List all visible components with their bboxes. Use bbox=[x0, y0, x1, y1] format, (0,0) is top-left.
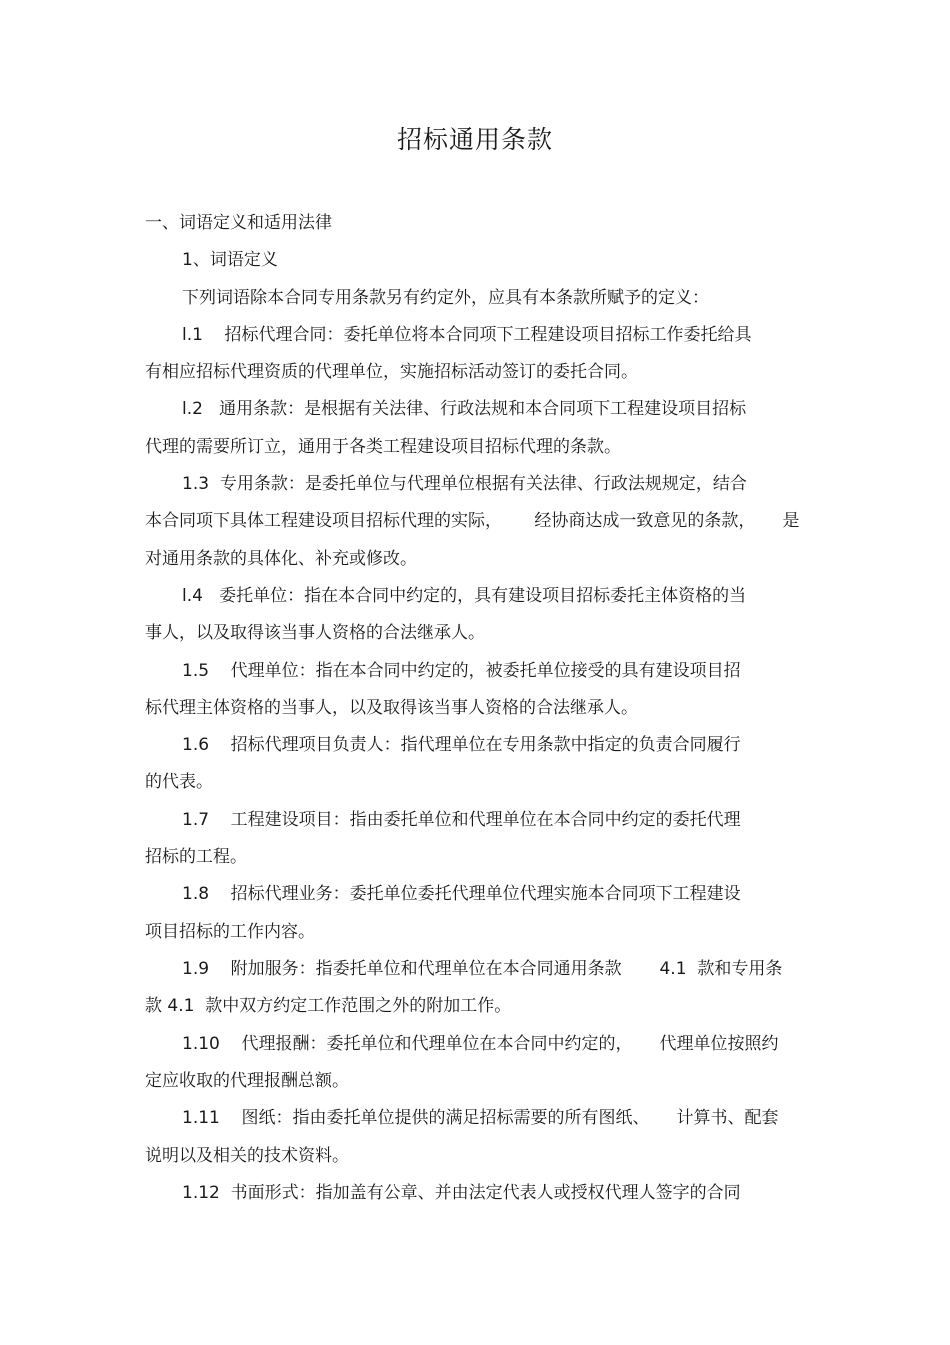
clause-1-8-line: 项目招标的工作内容。 bbox=[145, 922, 315, 942]
section-heading: 一、词语定义和适用法律 bbox=[145, 213, 332, 233]
clause-1-2-line: 代理的需要所订立，通用于各类工程建设项目招标代理的条款。 bbox=[145, 437, 621, 457]
paragraph-line: 下列词语除本合同专用条款另有约定外，应具有本条款所赋予的定义： bbox=[182, 288, 709, 308]
clause-1-2-line: l.2 通用条款：是根据有关法律、行政法规和本合同项下工程建设项目招标 bbox=[182, 399, 747, 419]
clause-1-3-line: 1.3 专用条款：是委托单位与代理单位根据有关法律、行政法规规定，结合 bbox=[182, 474, 747, 494]
clause-1-9-line: 款 4.1 款中双方约定工作范围之外的附加工作。 bbox=[145, 996, 512, 1016]
clause-1-1-line: l.1 招标代理合同：委托单位将本合同项下工程建设项目招标工作委托给具 bbox=[182, 325, 752, 345]
clause-1-4-line: 事人，以及取得该当事人资格的合法继承人。 bbox=[145, 623, 485, 643]
clause-1-12-line: 1.12 书面形式：指加盖有公章、并由法定代表人或授权代理人签字的合同 bbox=[182, 1183, 741, 1203]
clause-1-7-line: 1.7 工程建设项目：指由委托单位和代理单位在本合同中约定的委托代理 bbox=[182, 810, 741, 830]
clause-1-5-line: 1.5 代理单位：指在本合同中约定的，被委托单位接受的具有建设项目招 bbox=[182, 661, 741, 681]
clause-1-10-line: 定应收取的代理报酬总额。 bbox=[145, 1071, 349, 1091]
clause-1-4-line: l.4 委托单位：指在本合同中约定的，具有建设项目招标委托主体资格的当 bbox=[182, 586, 747, 606]
document-title: 招标通用条款 bbox=[396, 125, 553, 154]
clause-1-3-line: 本合同项下具体工程建设项目招标代理的实际， 经协商达成一致意见的条款， 是 bbox=[145, 511, 800, 531]
clause-1-6-line: 的代表。 bbox=[145, 772, 213, 792]
clause-1-1-line: 有相应招标代理资质的代理单位，实施招标活动签订的委托合同。 bbox=[145, 362, 638, 382]
clause-1-11-line: 1.11 图纸：指由委托单位提供的满足招标需要的所有图纸、 计算书、配套 bbox=[182, 1108, 779, 1128]
clause-1-8-line: 1.8 招标代理业务：委托单位委托代理单位代理实施本合同项下工程建设 bbox=[182, 884, 741, 904]
clause-1-6-line: 1.6 招标代理项目负责人：指代理单位在专用条款中指定的负责合同履行 bbox=[182, 735, 741, 755]
clause-1-5-line: 标代理主体资格的当事人，以及取得该当事人资格的合法继承人。 bbox=[145, 698, 638, 718]
subsection-heading: 1、词语定义 bbox=[182, 250, 278, 270]
clause-1-3-line: 对通用条款的具体化、补充或修改。 bbox=[145, 549, 417, 569]
clause-1-7-line: 招标的工程。 bbox=[145, 847, 247, 867]
clause-1-9-line: 1.9 附加服务：指委托单位和代理单位在本合同通用条款 4.1 款和专用条 bbox=[182, 959, 783, 979]
clause-1-11-line: 说明以及相关的技术资料。 bbox=[145, 1146, 349, 1166]
clause-1-10-line: 1.10 代理报酬：委托单位和代理单位在本合同中约定的， 代理单位按照约 bbox=[182, 1034, 779, 1054]
